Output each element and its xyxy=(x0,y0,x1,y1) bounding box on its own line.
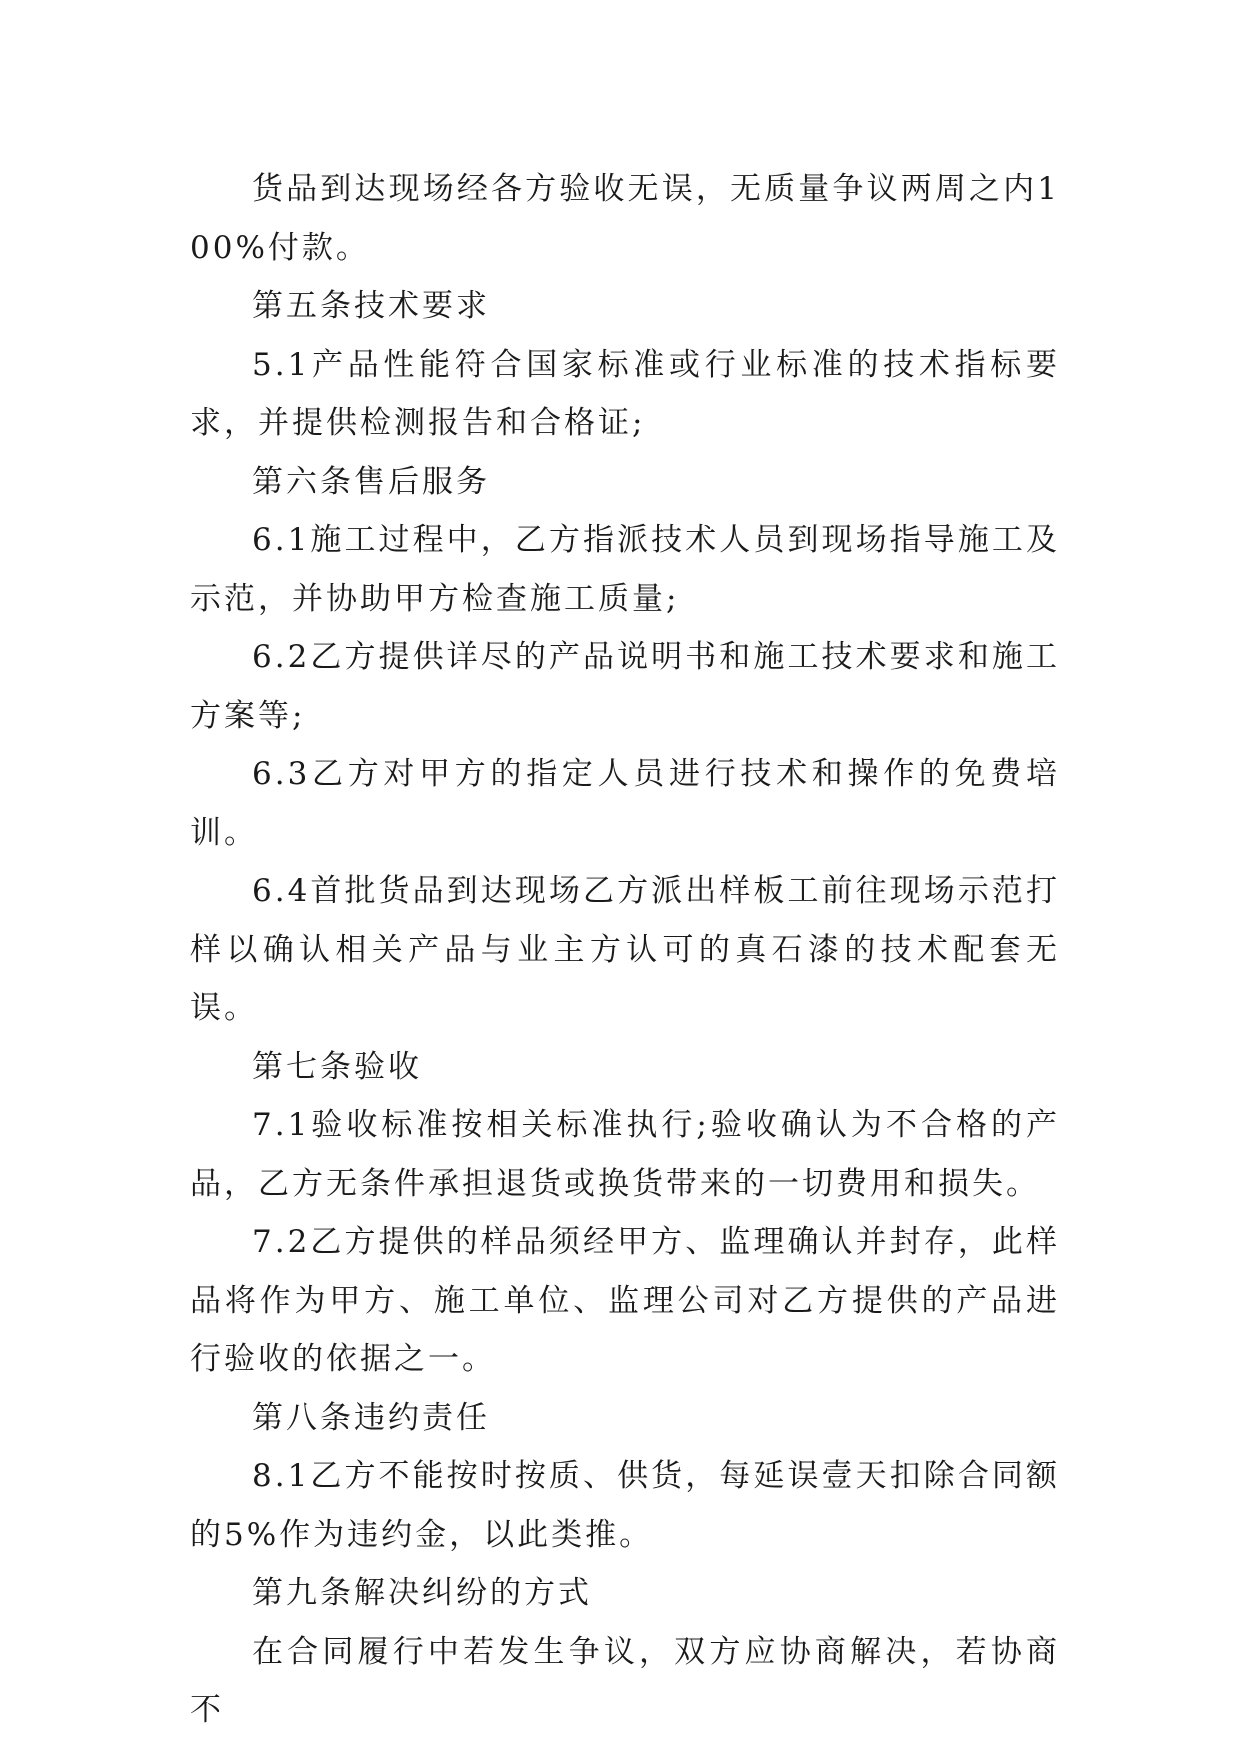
clause-5-1: 5.1产品性能符合国家标准或行业标准的技术指标要求，并提供检测报告和合格证; xyxy=(190,346,1060,441)
document-body xyxy=(190,160,1060,1740)
clause-7-1: 7.1验收标准按相关标准执行;验收确认为不合格的产品，乙方无条件承担退货或换货带来的一切费用和损失。 xyxy=(190,1107,1060,1202)
clause-6-4: 6.4首批货品到达现场乙方派出样板工前往现场示范打样以确认相关产品与业主方认可的真石漆的技术配套无误。 xyxy=(190,873,1060,1026)
clause-7-2: 7.2乙方提供的样品须经甲方、监理确认并封存，此样品将作为甲方、施工单位、监理公司对乙方提供的产品进行验收的依据之一。 xyxy=(190,1224,1060,1377)
clause-6-1: 6.1施工过程中，乙方指派技术人员到现场指导施工及示范，并协助甲方检查施工质量; xyxy=(190,522,1060,617)
clause-8-1: 8.1乙方不能按时按质、供货，每延误壹天扣除合同额的5%作为违约金，以此类推。 xyxy=(190,1458,1060,1553)
article-8-heading: 第八条违约责任 xyxy=(252,1399,490,1436)
article-9-heading: 第九条解决纠纷的方式 xyxy=(252,1575,592,1611)
article-6-heading: 第六条售后服务 xyxy=(252,463,490,500)
dispute-resolution-paragraph: 在合同履行中若发生争议，双方应协商解决，若协商不 xyxy=(190,1633,1060,1728)
payment-term-paragraph: 货品到达现场经各方验收无误，无质量争议两周之内100%付款。 xyxy=(190,171,1060,266)
clause-6-2: 6.2乙方提供详尽的产品说明书和施工技术要求和施工方案等; xyxy=(190,639,1060,734)
article-5-heading: 第五条技术要求 xyxy=(252,288,490,324)
clause-6-3: 6.3乙方对甲方的指定人员进行技术和操作的免费培训。 xyxy=(190,756,1060,851)
article-7-heading: 第七条验收 xyxy=(252,1048,422,1085)
